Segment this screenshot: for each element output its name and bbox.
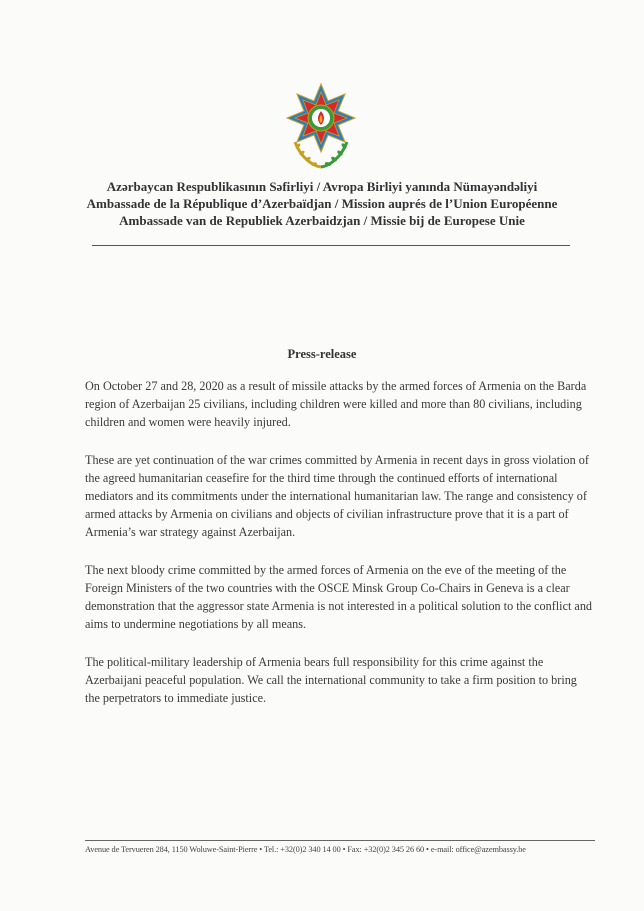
coat-of-arms-icon: [283, 80, 359, 170]
paragraph: The next bloody crime committed by the armed forces of Armenia on the eve of the meeting of the Foreign Ministers of the two countries with the OSCE Minsk Group Co-Chairs in Geneva is a clear demonstration that the aggressor state Armenia is not interested in a political solution to the conflict and aims to undermine negotiations by all means.: [85, 563, 593, 631]
paragraph: On October 27 and 28, 2020 as a result of missile attacks by the armed forces of Armenia on the Barda region of Azerbaijan 25 civilians, including children were killed and more than 80 civilians, including children and women were heavily injured.: [85, 379, 587, 429]
header-line-azerbaijani: Azərbaycan Respublikasının Səfirliyi / Avropa Birliyi yanında Nümayəndəliyi: [106, 179, 538, 194]
document-title: Press-release: [287, 347, 357, 361]
footer-divider: [85, 840, 595, 841]
embassy-letterhead: [60, 178, 584, 229]
paragraph: The political-military leadership of Armenia bears full responsibility for this crime against the Azerbaijani peaceful population. We call the international community to take a firm position to bring the perpetrators to immediate justice.: [85, 655, 577, 705]
document-body: [85, 377, 594, 727]
header-line-french: Ambassade de la République d’Azerbaïdjan / Mission auprés de l’Union Européenne: [86, 196, 558, 211]
footer-contact: Avenue de Tervueren 284, 1150 Woluwe-Saint-Pierre • Tel.: +32(0)2 340 14 00 • Fax: +32(0)2 345 26 60 • e-mail: office@azembassy.be: [85, 845, 526, 854]
header-divider: [92, 245, 570, 246]
header-line-dutch: Ambassade van de Republiek Azerbaidzjan / Missie bij de Europese Unie: [119, 213, 525, 228]
paragraph: These are yet continuation of the war crimes committed by Armenia in recent days in gross violation of the agreed humanitarian ceasefire for the third time through the continued efforts of international mediators and its commitments under the international humanitarian law. The range and consistency of armed attacks by Armenia on civilians and objects of civilian infrastructure prove that it is a part of Armenia’s war strategy against Azerbaijan.: [85, 453, 589, 539]
